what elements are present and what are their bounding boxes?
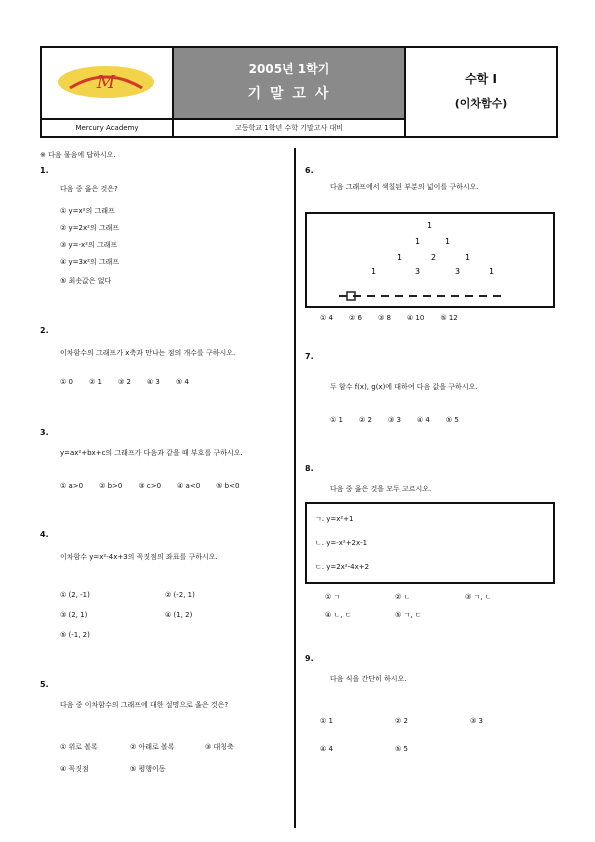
choice: ① 4 [320, 314, 333, 322]
academy-logo [42, 48, 170, 116]
choice-row [320, 314, 458, 322]
svg-text:1: 1 [371, 267, 377, 276]
choice: ⑤ 평행이동 [130, 765, 166, 773]
question-number: 1. [40, 166, 49, 175]
svg-text:3: 3 [455, 267, 461, 276]
choice: ③ 3 [387, 416, 401, 424]
choice: ① (2, -1) [60, 591, 90, 599]
choice: ④ 10 [406, 314, 425, 322]
choice-item: ① y=x²의 그래프 [60, 207, 115, 215]
choice: ② 6 [348, 314, 362, 322]
choice: ③ ㄱ, ㄴ [465, 593, 492, 601]
svg-text:1: 1 [445, 237, 451, 246]
choice: ④ (1, 2) [165, 611, 193, 619]
choice: ③ 3 [470, 717, 483, 725]
choice: ② (-2, 1) [165, 591, 195, 599]
choice: ① 0 [60, 378, 73, 386]
exam-description: 고등학교 1학년 수학 기말고사 대비 [174, 120, 406, 136]
diagram-box [305, 212, 555, 308]
choice: ⑤ (-1, 2) [60, 631, 90, 639]
choice: ① a>0 [60, 482, 84, 490]
choice: ① 1 [320, 717, 333, 725]
choice-item: ⑤ 최솟값은 없다 [60, 277, 112, 285]
choice: ⑤ 5 [395, 745, 408, 753]
svg-text:2: 2 [431, 253, 437, 262]
choice: ② b>0 [99, 482, 123, 490]
choice: ④ a<0 [177, 482, 201, 490]
question-number: 9. [305, 654, 314, 663]
choice-item: ② y=2x²의 그래프 [60, 224, 120, 232]
statement: ㄴ. y=-x²+2x-1 [315, 539, 368, 547]
exam-title-cell [174, 48, 406, 120]
question-number: 8. [305, 464, 314, 473]
question-text: y=ax²+bx+c의 그래프가 다음과 같을 때 부호를 구하시오. [60, 449, 243, 457]
choice: ② 2 [358, 416, 372, 424]
statement: ㄱ. y=x²+1 [315, 515, 354, 523]
question-text: 이차함수의 그래프가 x축과 만나는 점의 개수를 구하시오. [60, 349, 236, 357]
choice-row [330, 416, 459, 424]
academy-name: Mercury Academy [42, 120, 174, 136]
choice: ③ c>0 [138, 482, 162, 490]
choice: ④ 3 [146, 378, 160, 386]
choice: ③ 8 [377, 314, 391, 322]
choice-row [60, 482, 239, 490]
svg-text:1: 1 [415, 237, 421, 246]
choice: ② 2 [395, 717, 408, 725]
choice-row [60, 378, 189, 386]
exam-header [40, 46, 558, 138]
svg-text:1: 1 [427, 221, 433, 230]
exam-title: 기 말 고 사 [247, 86, 331, 102]
svg-text:3: 3 [415, 267, 421, 276]
choice: ④ ㄴ, ㄷ [325, 611, 352, 619]
subject-topic: (이차함수) [454, 97, 508, 110]
column-divider [294, 148, 296, 828]
question-number: 4. [40, 530, 49, 539]
svg-text:1: 1 [397, 253, 403, 262]
exam-year-term: 2005년 1학기 [248, 62, 330, 76]
logo-cell [42, 48, 174, 120]
question-text: 다음 그래프에서 색칠된 부분의 넓이를 구하시오. [330, 183, 479, 191]
choice: ⑤ 5 [445, 416, 459, 424]
choice: ⑤ 4 [175, 378, 189, 386]
question-number: 5. [40, 680, 49, 689]
choice: ⑤ ㄱ, ㄷ [395, 611, 422, 619]
question-text: 두 함수 f(x), g(x)에 대하여 다음 값을 구하시오. [330, 383, 478, 391]
question-text: 다음 중 옳은 것을 모두 고르시오. [330, 485, 432, 493]
question-text: 이차함수 y=x²-4x+3의 꼭짓점의 좌표를 구하시오. [60, 553, 218, 561]
choice: ② ㄴ [395, 593, 411, 601]
question-text: 다음 중 옳은 것은? [60, 185, 118, 193]
question-number: 7. [305, 352, 314, 361]
choice: ④ 4 [320, 745, 333, 753]
statement-box [305, 502, 555, 584]
subject-name: 수학 I [465, 72, 497, 86]
choice: ③ 대칭축 [205, 743, 234, 751]
choice: ① ㄱ [325, 593, 341, 601]
choice: ⑤ b<0 [216, 482, 240, 490]
choice: ② 1 [88, 378, 102, 386]
choice: ⑤ 12 [440, 314, 458, 322]
statement: ㄷ. y=2x²-4x+2 [315, 563, 370, 571]
choice: ④ 꼭짓점 [60, 765, 89, 773]
choice-item: ④ y=3x²의 그래프 [60, 258, 120, 266]
choice: ③ (2, 1) [60, 611, 88, 619]
svg-text:1: 1 [465, 253, 471, 262]
subject-cell [406, 48, 556, 136]
choice: ④ 4 [416, 416, 430, 424]
question-text: 다음 식을 간단히 하시오. [330, 675, 407, 683]
question-number: 3. [40, 428, 49, 437]
svg-text:1: 1 [489, 267, 495, 276]
choice: ③ 2 [117, 378, 131, 386]
choice: ① 1 [330, 416, 343, 424]
instructions: ※ 다음 물음에 답하시오. [40, 151, 116, 159]
choice: ② 아래로 볼록 [130, 743, 175, 751]
question-number: 6. [305, 166, 314, 175]
svg-text:M: M [96, 72, 116, 93]
choice: ① 위로 볼록 [60, 743, 98, 751]
question-text: 다음 중 이차함수의 그래프에 대한 설명으로 옳은 것은? [60, 701, 229, 709]
choice-item: ③ y=-x²의 그래프 [60, 241, 118, 249]
pascal-diagram [307, 214, 553, 306]
question-number: 2. [40, 326, 49, 335]
